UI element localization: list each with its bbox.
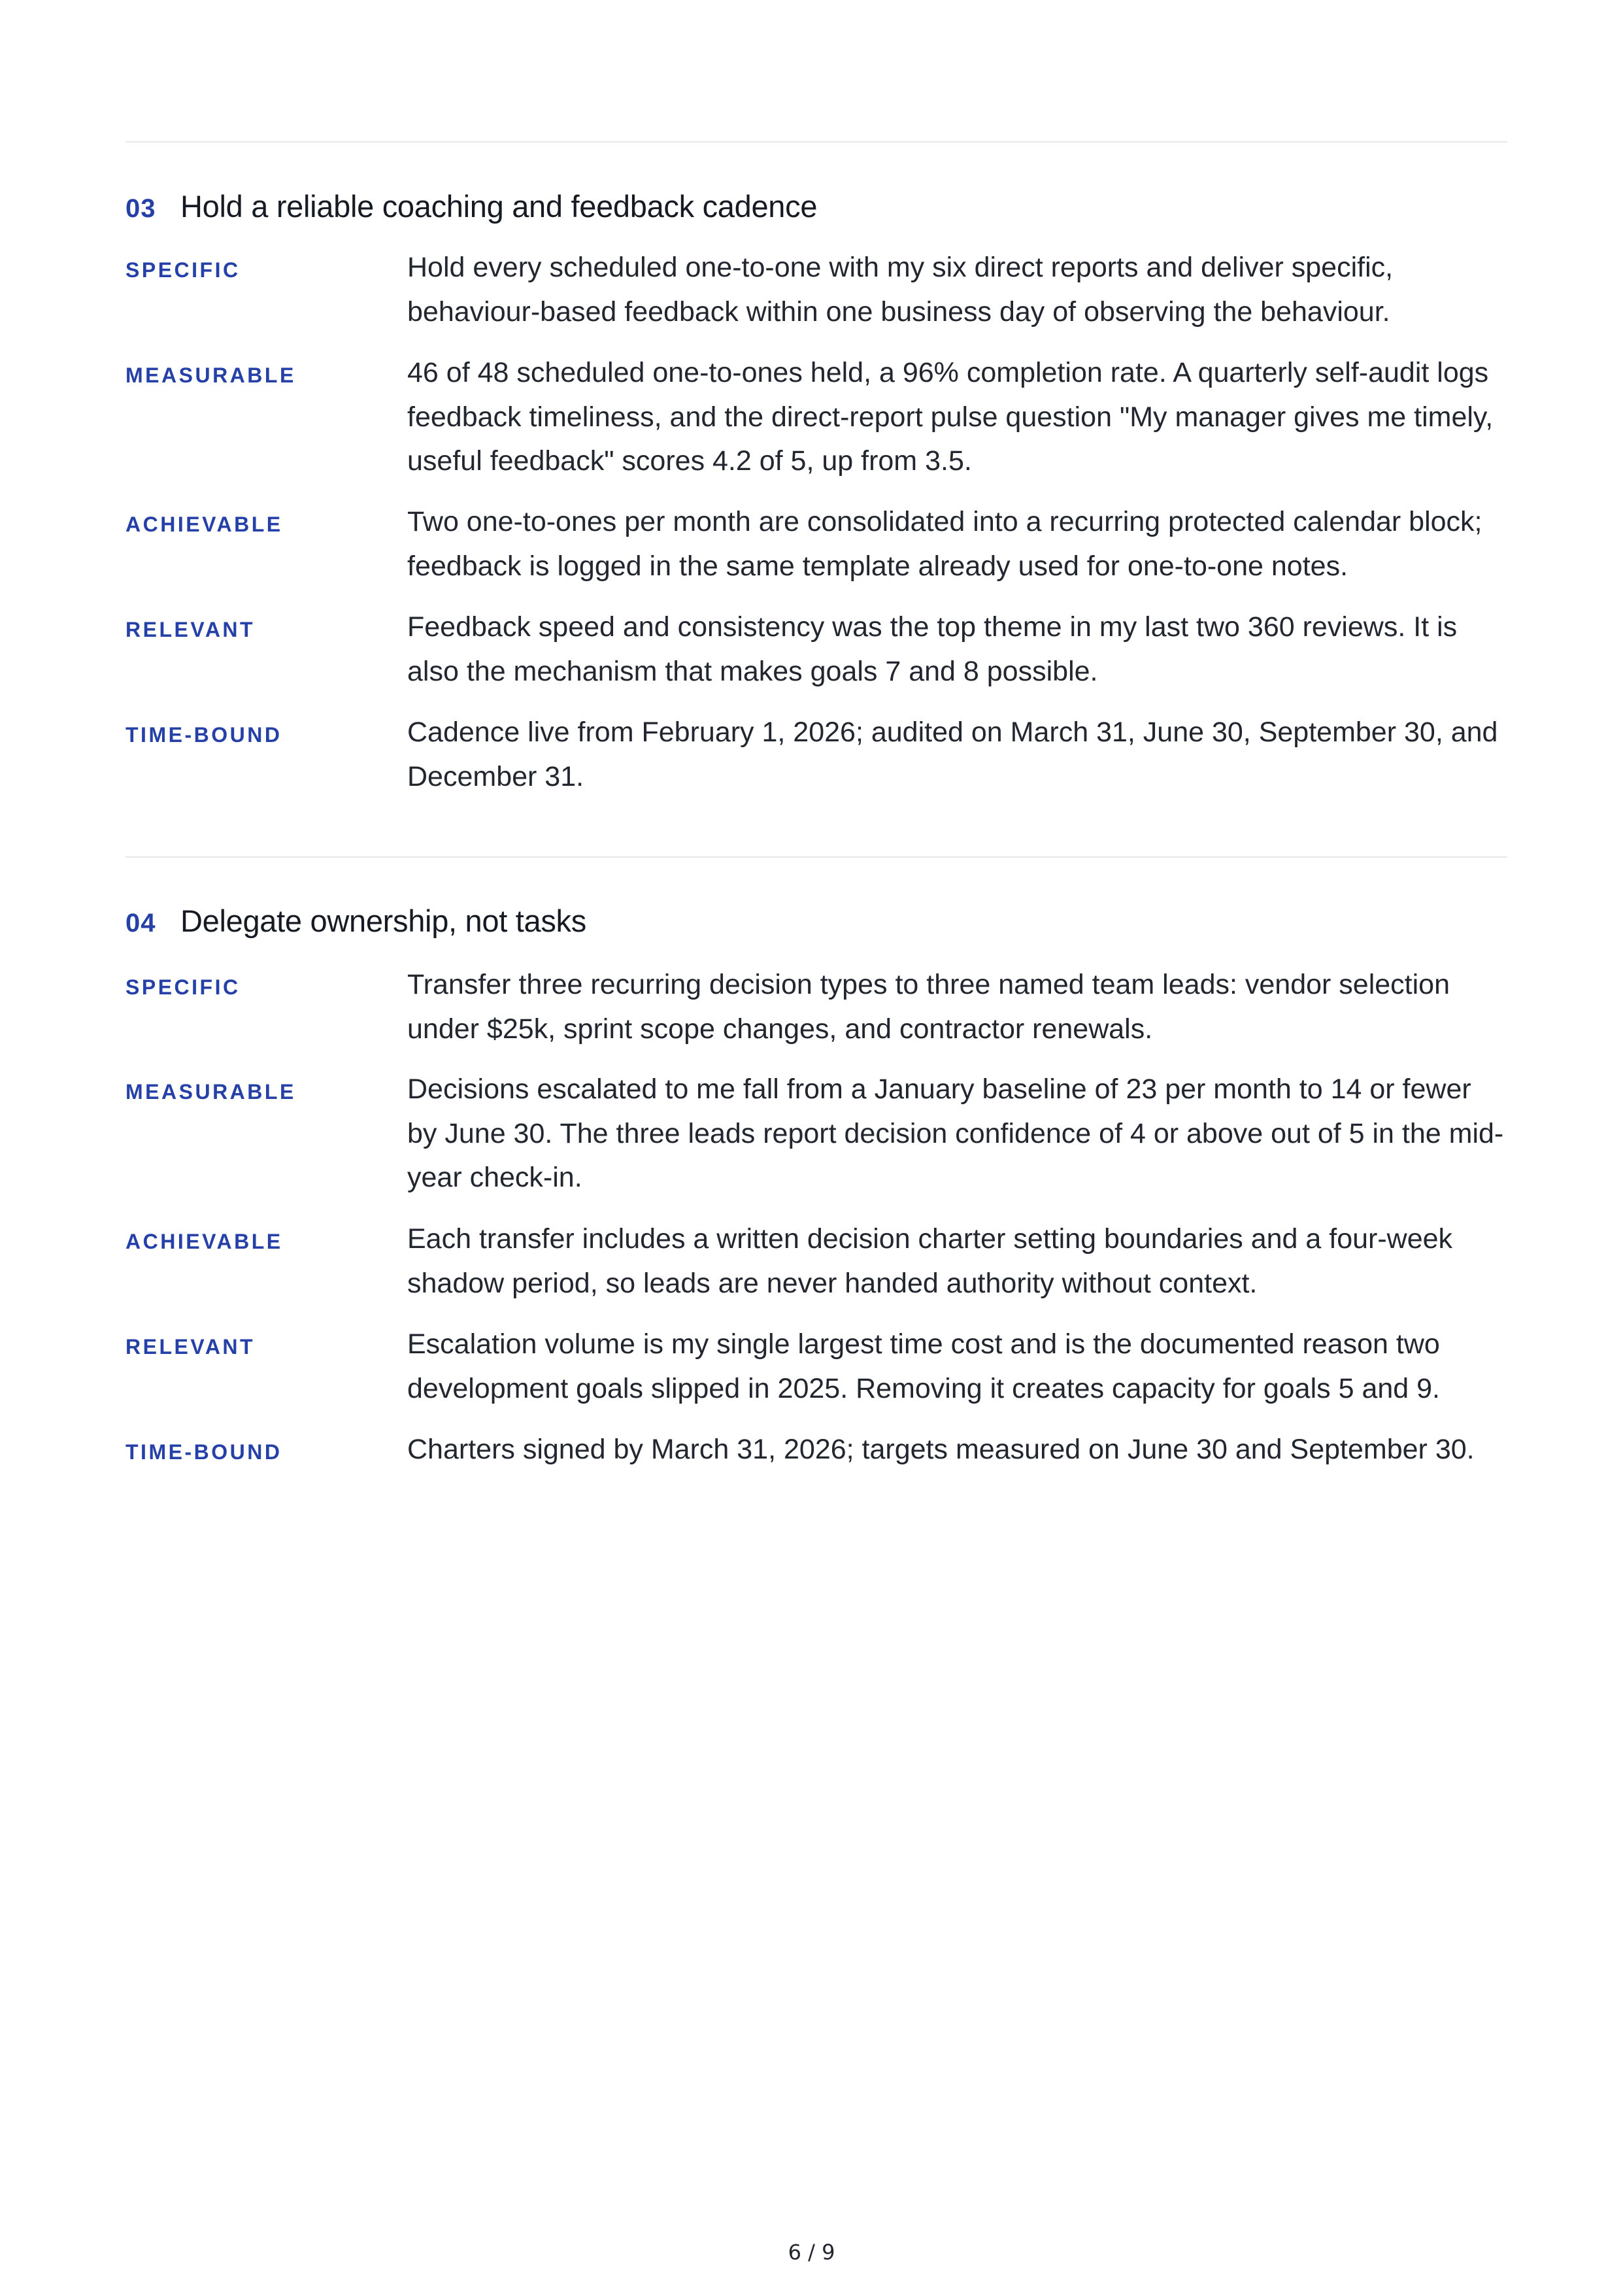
criterion-text: Transfer three recurring decision types to three named team leads: vendor selection under $25k, sprint scope changes, and contractor renewals.: [407, 969, 1450, 1045]
criterion-label: ACHIEVABLE: [125, 513, 283, 536]
criterion-time-bound: [125, 1428, 1507, 1480]
goal-section-03: [125, 188, 1507, 802]
criterion-achievable: [125, 1217, 1507, 1323]
goal-number: 03: [125, 194, 156, 223]
smart-criteria: [125, 246, 1507, 802]
criterion-measurable: [125, 351, 1507, 500]
criterion-specific: [125, 246, 1507, 351]
criterion-text: Cadence live from February 1, 2026; audited on March 31, June 30, September 30, and December 31.: [407, 717, 1498, 792]
criterion-time-bound: [125, 711, 1507, 802]
goal-header: [125, 903, 1507, 955]
criterion-relevant: [125, 1323, 1507, 1428]
criterion-label: TIME-BOUND: [125, 723, 282, 747]
criterion-label: TIME-BOUND: [125, 1440, 282, 1464]
criterion-text: Feedback speed and consistency was the top theme in my last two 360 reviews. It is also the mechanism that makes goals 7 and 8 possible.: [407, 611, 1458, 687]
goal-section-04: [125, 903, 1507, 1480]
criterion-specific: [125, 963, 1507, 1068]
criterion-label: RELEVANT: [125, 1335, 256, 1359]
criterion-text: 46 of 48 scheduled one-to-ones held, a 96% completion rate. A quarterly self-audit logs feedback timeliness, and the direct-report pulse question "My manager gives me timely, useful feedback" scores 4.2 of 5, up from 3.5.: [407, 357, 1494, 477]
criterion-label: MEASURABLE: [125, 363, 296, 387]
criterion-text: Two one-to-ones per month are consolidated into a recurring protected calendar block; feedback is logged in the same template already used for one-to-one notes.: [407, 506, 1482, 582]
smart-criteria: [125, 963, 1507, 1480]
criterion-label: SPECIFIC: [125, 258, 241, 282]
criterion-relevant: [125, 605, 1507, 711]
criterion-text: Hold every scheduled one-to-one with my six direct reports and deliver specific, behaviour-based feedback within one business day of observing the behaviour.: [407, 252, 1394, 328]
criterion-label: MEASURABLE: [125, 1080, 296, 1104]
criterion-text: Each transfer includes a written decision charter setting boundaries and a four-week shadow period, so leads are never handed authority without context.: [407, 1223, 1453, 1299]
criterion-text: Escalation volume is my single largest time cost and is the documented reason two development goals slipped in 2025. Removing it creates capacity for goals 5 and 9.: [407, 1328, 1440, 1404]
criterion-label: RELEVANT: [125, 618, 256, 641]
section-divider: [125, 141, 1507, 143]
section-divider: [125, 856, 1507, 858]
criterion-text: Charters signed by March 31, 2026; targets measured on June 30 and September 30.: [407, 1434, 1475, 1465]
criterion-measurable: [125, 1068, 1507, 1217]
page-number: 6 / 9: [788, 2240, 835, 2265]
goal-number: 04: [125, 909, 156, 937]
goal-title: Delegate ownership, not tasks: [180, 903, 586, 938]
criterion-achievable: [125, 500, 1507, 605]
criterion-label: SPECIFIC: [125, 975, 241, 999]
goal-title: Hold a reliable coaching and feedback cadence: [180, 189, 818, 224]
criterion-text: Decisions escalated to me fall from a January baseline of 23 per month to 14 or fewer by June 30. The three leads report decision confidence of 4 or above out of 5 in the mid-year check-in.: [407, 1073, 1504, 1193]
goal-header: [125, 188, 1507, 241]
criterion-label: ACHIEVABLE: [125, 1230, 283, 1253]
